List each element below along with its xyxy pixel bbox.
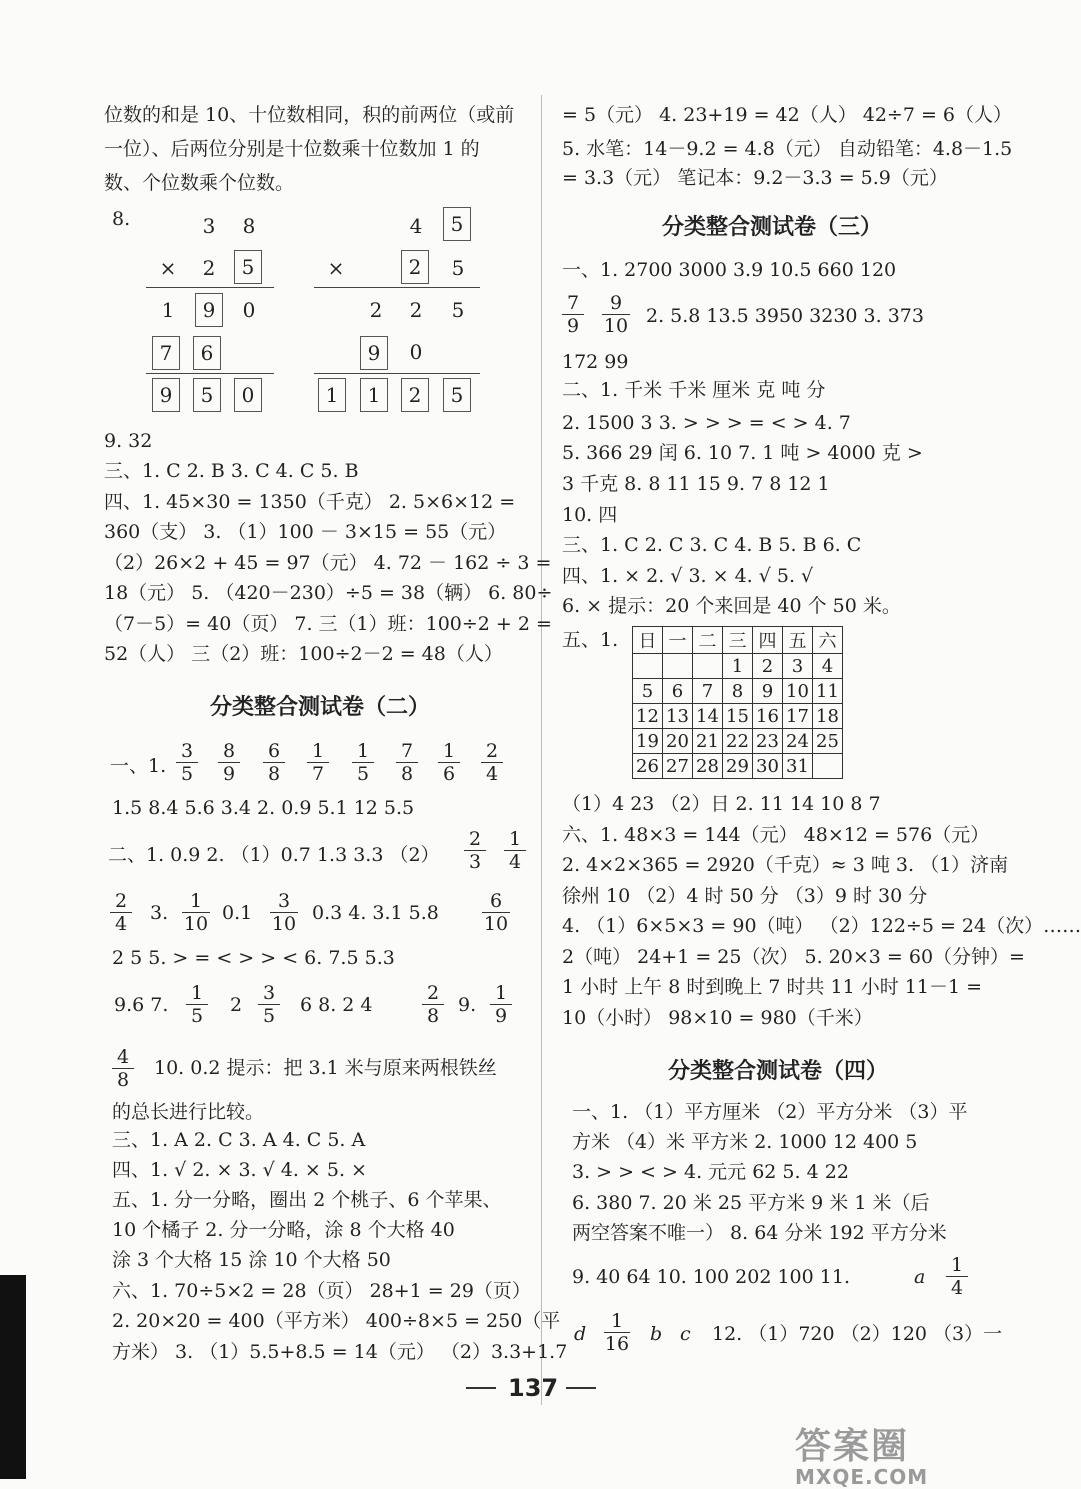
fraction: $\frac{2}{8}$	[422, 982, 444, 1027]
answer-line: 172 99	[562, 351, 629, 373]
answer-line: 方米） 3. （1）5.5+8.5 = 14（元） （2）3.3+1.7	[112, 1341, 568, 1363]
page-number-dash-right	[566, 1387, 596, 1389]
answer-line: 5. 366 29 闰 6. 10 7. 1 吨 > 4000 克 >	[562, 442, 923, 464]
calendar-cell: 25	[813, 729, 843, 754]
answer-box: 2	[401, 250, 429, 284]
answer-line: 10. 四	[562, 504, 618, 526]
answer-label: 五、1.	[562, 629, 619, 651]
calendar-cell: 23	[753, 729, 783, 754]
calendar-cell: 17	[783, 704, 813, 729]
answer-line: 一、1. 2700 3000 3.9 10.5 660 120	[562, 259, 897, 281]
answer-text: 12. （1）720 （2）120 （3）一	[712, 1323, 1003, 1345]
fraction: $\frac{1}{5}$	[352, 740, 374, 785]
answer-line: 六、1. 70÷5×2 = 28（页） 28+1 = 29（页）	[112, 1280, 531, 1302]
calendar-cell: 13	[663, 704, 693, 729]
fraction: $\frac{1}{4}$	[504, 828, 526, 873]
calendar-cell: 六	[813, 627, 843, 654]
intro-line-2: 一位）、后两位分别是十位数乘十位数加 1 的	[104, 138, 480, 160]
calendar-cell: 20	[663, 729, 693, 754]
answer-line: 涂 3 个大格 15 涂 10 个大格 50	[112, 1249, 391, 1271]
answer-line: 5. 水笔：14－9.2 = 4.8（元） 自动铅笔：4.8－1.5	[562, 138, 1013, 160]
digit: 0	[242, 298, 256, 322]
calendar-cell: 30	[753, 754, 783, 779]
fraction: $\frac{7}{8}$	[396, 740, 418, 785]
answer-line: 18（元） 5. （420－230）÷5 = 38（辆） 6. 80÷	[104, 582, 553, 604]
fraction: $\frac{6}{8}$	[263, 740, 285, 785]
calendar-cell: 19	[633, 729, 663, 754]
calendar-cell: 11	[813, 679, 843, 704]
calendar-cell: 15	[723, 704, 753, 729]
rule-line	[314, 373, 480, 374]
calendar-cell: 26	[633, 754, 663, 779]
fraction: $\frac{1}{9}$	[490, 982, 512, 1027]
fraction: $\frac{1}{6}$	[438, 740, 460, 785]
answer-text: 2. 5.8 13.5 3950 3230 3. 373	[646, 305, 924, 327]
digit: 8	[242, 214, 256, 238]
calendar-cell: 29	[723, 754, 753, 779]
digit: 1	[161, 298, 175, 322]
answer-box: 9	[152, 378, 180, 412]
watermark-url: MXQE.COM	[795, 1465, 929, 1489]
section-heading-2: 分类整合测试卷（二）	[210, 695, 431, 720]
answer-line: （7－5）= 40（页） 7. 三（1）班：100÷2 + 2 =	[104, 613, 552, 635]
answer-line: 四、1. 45×30 = 1350（千克） 2. 5×6×12 =	[104, 491, 516, 513]
answer-line: 二、1. 千米 千米 厘米 克 吨 分	[562, 379, 826, 401]
times-sign: ×	[327, 256, 345, 280]
answer-text: 9.6 7.	[114, 994, 169, 1016]
digit: 2	[369, 298, 383, 322]
answer-line: 五、1. 分一分略，圈出 2 个桃子、6 个苹果、	[112, 1189, 502, 1211]
answer-box: 1	[360, 378, 388, 412]
digit: 3	[202, 214, 216, 238]
calendar-row	[633, 654, 843, 679]
calendar-cell: 16	[753, 704, 783, 729]
calendar-cell: 二	[693, 627, 723, 654]
calendar-cell	[693, 654, 723, 679]
answer-line: 一、1. （1）平方厘米 （2）平方分米 （3）平	[572, 1101, 968, 1123]
fraction: $\frac{4}{8}$	[112, 1046, 134, 1091]
calendar-cell: 6	[663, 679, 693, 704]
intro-line-1: 位数的和是 10、十位数相同，积的前两位（或前	[104, 104, 515, 126]
page-number-dash-left	[466, 1387, 496, 1389]
calendar-cell: 27	[663, 754, 693, 779]
answer-line: 方米 （4）米 平方米 2. 1000 12 400 5	[572, 1131, 918, 1153]
fraction: $\frac{1}{10}$	[183, 890, 209, 935]
rule-line	[146, 287, 274, 288]
fraction: $\frac{2}{4}$	[110, 890, 132, 935]
answer-line: = 5（元） 4. 23+19 = 42（人） 42÷7 = 6（人）	[562, 104, 1013, 126]
calendar-cell: 1	[723, 654, 753, 679]
calendar-cell	[813, 754, 843, 779]
answer-line: 3. > > < > 4. 元元 62 5. 4 22	[572, 1161, 849, 1183]
times-sign: ×	[159, 256, 177, 280]
answer-box: 5	[193, 378, 221, 412]
calendar-cell: 8	[723, 679, 753, 704]
answer-box: 9	[195, 293, 223, 327]
answer-box: 1	[318, 378, 346, 412]
calendar-cell: 12	[633, 704, 663, 729]
variable-b: b	[650, 1323, 663, 1345]
calendar-cell: 一	[663, 627, 693, 654]
answer-line: 4. （1）6×5×3 = 90（吨） （2）122÷5 = 24（次）……	[562, 915, 1081, 937]
calendar-cell: 18	[813, 704, 843, 729]
calendar-cell: 24	[783, 729, 813, 754]
fraction: $\frac{3}{10}$	[271, 890, 297, 935]
calendar-row	[633, 729, 843, 754]
digit: 2	[409, 298, 423, 322]
answer-text: 10. 0.2 提示：把 3.1 米与原来两根铁丝	[154, 1057, 497, 1079]
fraction: $\frac{6}{10}$	[483, 890, 509, 935]
variable-c: c	[680, 1323, 691, 1345]
digit: 5	[451, 256, 465, 280]
watermark-title: 答案圈	[795, 1426, 910, 1467]
section-heading-3: 分类整合测试卷（三）	[662, 215, 883, 240]
calendar-row	[633, 754, 843, 779]
answer-line: 2（吨） 24+1 = 25（次） 5. 20×3 = 60（分钟）=	[562, 946, 1025, 968]
answer-line: （2）26×2 + 45 = 97（元） 4. 72 － 162 ÷ 3 =	[104, 552, 552, 574]
fraction: $\frac{9}{10}$	[603, 292, 629, 337]
answer-line: 一、1.	[110, 755, 167, 777]
answer-line: （1）4 23 （2）日 2. 11 14 10 8 7	[562, 793, 881, 815]
rule-line	[314, 287, 480, 288]
answer-line: 徐州 10 （2）4 时 50 分 （3）9 时 30 分	[562, 885, 928, 907]
answer-text: 0.3 4. 3.1 5.8	[312, 902, 439, 924]
calendar-cell: 9	[753, 679, 783, 704]
rule-line	[146, 373, 274, 374]
answer-box: 5	[443, 378, 471, 412]
answer-text: 0.1	[222, 902, 253, 924]
intro-line-3: 数、个位数乘个位数。	[104, 172, 295, 194]
fraction: $\frac{3}{5}$	[258, 982, 280, 1027]
variable-a: a	[914, 1266, 926, 1288]
answer-line: 10 个橘子 2. 分一分略，涂 8 个大格 40	[112, 1219, 455, 1241]
fraction: $\frac{7}{9}$	[562, 292, 584, 337]
scan-edge-shadow	[0, 1275, 26, 1479]
calendar-cell: 31	[783, 754, 813, 779]
answer-box: 5	[234, 250, 262, 284]
answer-line: 52（人） 三（2）班：100÷2－2 = 48（人）	[104, 643, 503, 665]
calendar-table	[632, 626, 843, 779]
answer-line: 的总长进行比较。	[112, 1101, 265, 1123]
answer-box: 7	[152, 336, 180, 370]
answer-line: 二、1. 0.9 2. （1）0.7 1.3 3.3 （2）	[108, 844, 440, 866]
answer-line: 三、1. C 2. B 3. C 4. C 5. B	[104, 460, 359, 482]
fraction: $\frac{8}{9}$	[218, 740, 240, 785]
answer-line: 2. 1500 3 3. > > > = < > 4. 7	[562, 412, 851, 434]
section-heading-4: 分类整合测试卷（四）	[668, 1059, 889, 1084]
answer-text: 2	[230, 994, 243, 1016]
answer-box: 6	[193, 336, 221, 370]
calendar-cell: 日	[633, 627, 663, 654]
column-divider	[541, 95, 542, 1405]
q8-label: 8.	[112, 208, 131, 230]
answer-line: 2. 4×2×365 = 2920（千克）≈ 3 吨 3. （1）济南	[562, 854, 1009, 876]
page-number: 137	[508, 1374, 559, 1402]
digit: 2	[202, 256, 216, 280]
calendar-cell: 三	[723, 627, 753, 654]
watermark-logo	[795, 1418, 928, 1489]
answer-line: 2. 20×20 = 400（平方米） 400÷8×5 = 250（平	[112, 1310, 561, 1332]
calendar-cell: 5	[633, 679, 663, 704]
calendar-row	[633, 679, 843, 704]
answer-line: 2 5 5. > = < > > < 6. 7.5 5.3	[112, 947, 395, 969]
answer-text: 6 8. 2 4	[300, 994, 373, 1016]
calendar-cell: 7	[693, 679, 723, 704]
fraction: $\frac{1}{16}$	[604, 1310, 630, 1355]
fraction: $\frac{3}{5}$	[176, 740, 198, 785]
calendar-cell: 四	[753, 627, 783, 654]
calendar-cell: 21	[693, 729, 723, 754]
answer-line: 四、1. √ 2. × 3. √ 4. × 5. ×	[112, 1159, 367, 1181]
fraction: $\frac{1}{7}$	[307, 740, 329, 785]
digit: 4	[409, 214, 423, 238]
answer-line: 三、1. A 2. C 3. A 4. C 5. A	[112, 1129, 366, 1151]
calendar-cell: 五	[783, 627, 813, 654]
answer-box: 5	[443, 207, 471, 241]
calendar-cell: 4	[813, 654, 843, 679]
calendar-row	[633, 704, 843, 729]
answer-line: 六、1. 48×3 = 144（元） 48×12 = 576（元）	[562, 824, 990, 846]
answer-box: 2	[401, 378, 429, 412]
calendar-header-row	[633, 627, 843, 654]
answer-line: = 3.3（元） 笔记本：9.2－3.3 = 5.9（元）	[562, 167, 948, 189]
answer-line: 三、1. C 2. C 3. C 4. B 5. B 6. C	[562, 534, 862, 556]
fraction: $\frac{1}{5}$	[186, 982, 208, 1027]
calendar-cell	[633, 654, 663, 679]
calendar-cell: 22	[723, 729, 753, 754]
answer-line: 9. 32	[104, 430, 153, 452]
fraction: $\frac{2}{3}$	[464, 828, 486, 873]
digit: 0	[409, 340, 423, 364]
fraction: $\frac{2}{4}$	[481, 740, 503, 785]
calendar-cell: 14	[693, 704, 723, 729]
answer-line: 3 千克 8. 8 11 15 9. 7 8 12 1	[562, 473, 830, 495]
answer-text: 9.	[458, 994, 477, 1016]
answer-line: 1 小时 上午 8 时到晚上 7 时共 11 小时 11－1 =	[562, 976, 983, 998]
answer-line: 6. 380 7. 20 米 25 平方米 9 米 1 米（后	[572, 1192, 930, 1214]
answer-line: 360（支） 3. （1）100 － 3×15 = 55（元）	[104, 521, 507, 543]
answer-line: 6. × 提示：20 个来回是 40 个 50 米。	[562, 595, 901, 617]
answer-text: 3.	[150, 902, 169, 924]
answer-line: 10（小时） 98×10 = 980（千米）	[562, 1007, 873, 1029]
calendar-cell: 3	[783, 654, 813, 679]
calendar-cell: 10	[783, 679, 813, 704]
calendar-cell: 28	[693, 754, 723, 779]
digit: 5	[451, 298, 465, 322]
answer-box: 0	[234, 378, 262, 412]
calendar-cell: 2	[753, 654, 783, 679]
answer-line: 1.5 8.4 5.6 3.4 2. 0.9 5.1 12 5.5	[112, 797, 415, 819]
answer-line: 两空答案不唯一） 8. 64 分米 192 平方分米	[572, 1222, 947, 1244]
calendar-cell	[663, 654, 693, 679]
answer-text: 9. 40 64 10. 100 202 100 11.	[572, 1266, 850, 1288]
variable-d: d	[574, 1323, 587, 1345]
fraction: $\frac{1}{4}$	[946, 1254, 968, 1299]
answer-box: 9	[360, 336, 388, 370]
answer-line: 四、1. × 2. √ 3. × 4. √ 5. √	[562, 565, 814, 587]
